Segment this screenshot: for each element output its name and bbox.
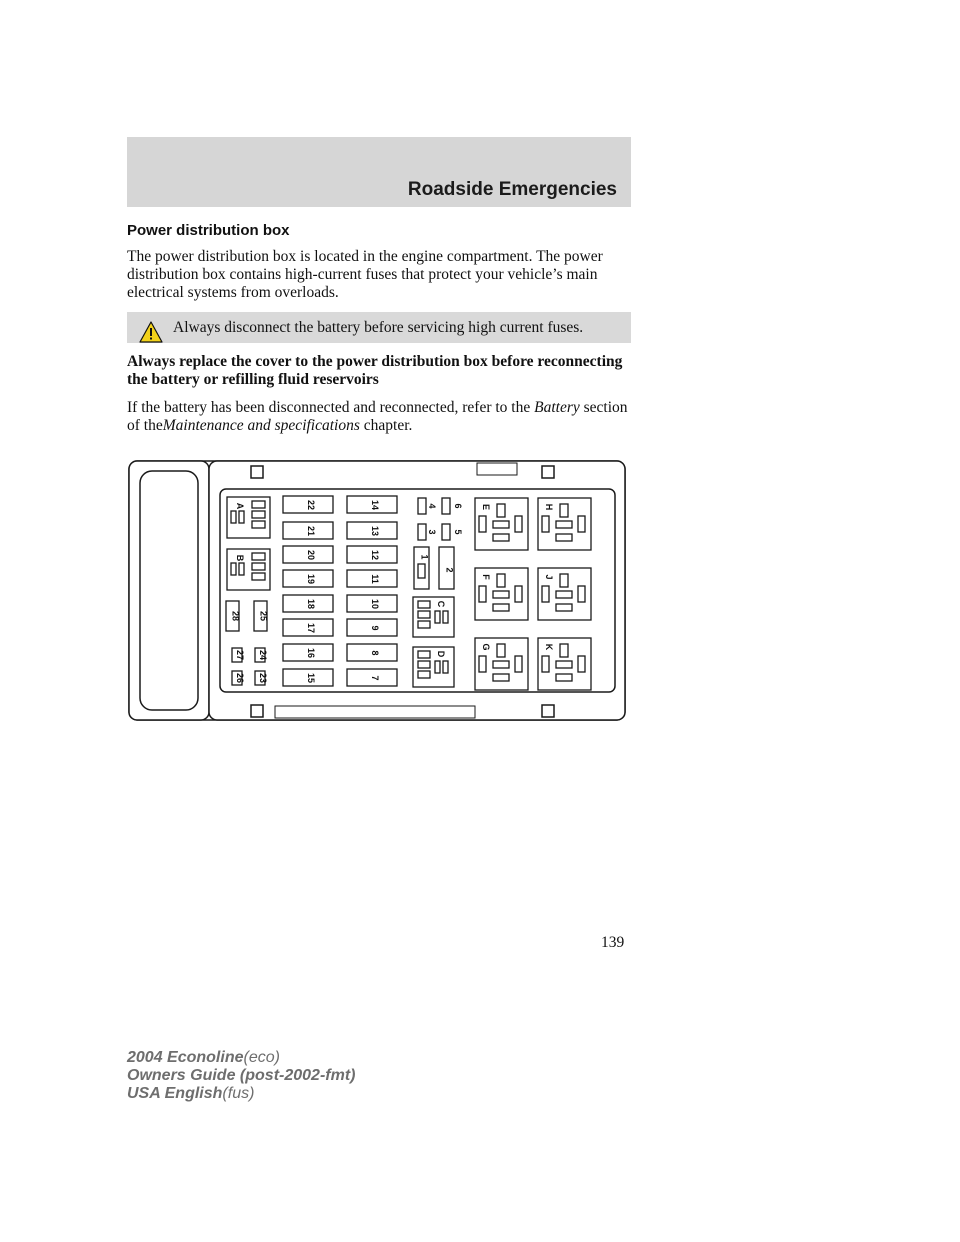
- relay-pin: [578, 516, 585, 532]
- fuse-label-5: 5: [453, 529, 463, 535]
- relay-pin: [252, 573, 265, 580]
- relay-pin: [497, 504, 505, 517]
- fuse-label-16: 16: [306, 647, 316, 659]
- fuse-label-25: 25: [258, 610, 269, 622]
- fuse-3: [418, 524, 426, 540]
- footer-guide: Owners Guide (post-2002-fmt): [127, 1067, 356, 1084]
- footer-model: 2004 Econoline: [127, 1049, 244, 1066]
- bold-note: Always replace the cover to the power distribution box before reconnecting the battery or refilling fluid reservoirs: [127, 353, 623, 388]
- battery-ref-middle: section of the: [127, 399, 628, 434]
- page-number: 139: [601, 934, 625, 951]
- fuse-label-2: 2: [444, 567, 455, 573]
- relay-pin: [479, 656, 486, 672]
- fuse-label-15: 15: [306, 672, 316, 684]
- relay-pin: [497, 644, 505, 657]
- relay-pin: [556, 674, 572, 681]
- power-distribution-box-diagram: [127, 458, 633, 726]
- relay-pin: [435, 661, 440, 673]
- battery-reference: [127, 399, 631, 435]
- section-title: Power distribution box: [127, 222, 290, 239]
- fuse-label-20: 20: [306, 549, 316, 561]
- relay-label-e: E: [481, 503, 491, 511]
- relay-pin: [542, 516, 549, 532]
- relay-pin: [542, 586, 549, 602]
- fuse-label-17: 17: [306, 622, 316, 634]
- relay-pin: [493, 661, 509, 668]
- battery-ref-before: If the battery has been disconnected and reconnected, refer to the: [127, 399, 531, 416]
- relay-pin: [252, 521, 265, 528]
- relay-label-h: H: [544, 503, 554, 511]
- relay-pin: [515, 516, 522, 532]
- relay-pin: [239, 563, 244, 575]
- fuse-label-1: 1: [419, 554, 430, 560]
- relay-pin: [493, 604, 509, 611]
- relay-pin: [418, 621, 430, 628]
- fuse-label-12: 12: [370, 549, 380, 561]
- fuse-4: [418, 498, 426, 514]
- relay-pin: [556, 521, 572, 528]
- fuse-label-8: 8: [370, 650, 380, 656]
- relay-pin: [252, 563, 265, 570]
- fuse-label-28: 28: [230, 610, 241, 622]
- relay-pin: [231, 563, 236, 575]
- relay-pin: [443, 661, 448, 673]
- relay-pin: [479, 516, 486, 532]
- footer-model-code: (eco): [243, 1049, 280, 1066]
- relay-pin: [560, 644, 568, 657]
- chapter-title: Roadside Emergencies: [407, 179, 617, 200]
- fuse-label-10: 10: [370, 598, 380, 610]
- relay-pin: [418, 661, 430, 668]
- relay-pin: [542, 656, 549, 672]
- relay-label-c: C: [436, 600, 446, 608]
- fuse-label-9: 9: [370, 625, 380, 631]
- intro-paragraph: The power distribution box is located in the engine compartment. The power distribution box contains high-current fuses that protect your vehicle’s main electrical systems from overloads.: [127, 248, 603, 301]
- relay-pin: [493, 674, 509, 681]
- relay-pin: [435, 611, 440, 623]
- relay-pin: [556, 661, 572, 668]
- fuse-1-blade: [418, 564, 425, 578]
- relay-label-j: J: [544, 574, 554, 580]
- fuse-label-7: 7: [370, 675, 380, 681]
- fuse-label-26: 26: [235, 672, 245, 684]
- header-band: [127, 137, 631, 207]
- footer-line-2: [127, 1067, 355, 1085]
- fuse-label-11: 11: [370, 574, 380, 584]
- footer: [127, 1049, 355, 1103]
- relay-pin: [252, 511, 265, 518]
- relay-pin: [493, 591, 509, 598]
- warning-text: Always disconnect the battery before servicing high current fuses.: [173, 319, 584, 336]
- relay-pin: [493, 534, 509, 541]
- page-content: [127, 222, 631, 445]
- relay-pin: [252, 553, 265, 560]
- relay-pin: [556, 604, 572, 611]
- fuse-label-18: 18: [306, 598, 316, 610]
- relay-pin: [418, 671, 430, 678]
- fuse-label-23: 23: [258, 672, 268, 684]
- fuse-6: [442, 498, 450, 514]
- battery-ref-link: Battery: [534, 399, 580, 416]
- battery-ref-after: chapter.: [363, 417, 413, 434]
- relay-pin: [560, 574, 568, 587]
- footer-line-1: [127, 1049, 355, 1067]
- fuse-label-22: 22: [306, 499, 316, 511]
- relay-pin: [556, 591, 572, 598]
- warning-icon: [139, 321, 163, 343]
- relay-label-k: K: [544, 643, 554, 651]
- side-compartment-inner: [140, 471, 198, 710]
- relay-label-f: F: [481, 574, 491, 580]
- relay-pin: [418, 651, 430, 658]
- maintenance-ref-link: Maintenance and specifications: [162, 417, 360, 434]
- relay-pin: [493, 521, 509, 528]
- fuse-label-4: 4: [427, 503, 437, 509]
- footer-language-code: (fus): [222, 1085, 255, 1102]
- relay-pin: [578, 586, 585, 602]
- relay-pin: [578, 656, 585, 672]
- relay-label-g: G: [481, 643, 491, 651]
- fuse-label-3: 3: [427, 529, 437, 535]
- warning-box: [127, 312, 631, 343]
- fuse-label-27: 27: [235, 649, 245, 661]
- relay-pin: [560, 504, 568, 517]
- fuse-label-21: 21: [306, 525, 316, 537]
- relay-pin: [515, 656, 522, 672]
- footer-language: USA English: [127, 1085, 223, 1102]
- fuse-label-14: 14: [370, 499, 380, 511]
- relay-label-d: D: [436, 650, 446, 658]
- relay-label-b: B: [235, 554, 245, 562]
- footer-line-3: [127, 1085, 355, 1103]
- relay-label-a: A: [235, 502, 245, 510]
- relay-pin: [515, 586, 522, 602]
- relay-pin: [231, 511, 236, 523]
- relay-pin: [443, 611, 448, 623]
- relay-pin: [252, 501, 265, 508]
- fuse-label-6: 6: [453, 503, 463, 509]
- fuse-label-24: 24: [258, 649, 268, 661]
- relay-pin: [497, 574, 505, 587]
- relay-pin: [556, 534, 572, 541]
- relay-pin: [239, 511, 244, 523]
- relay-pin: [418, 601, 430, 608]
- relay-pin: [479, 586, 486, 602]
- relay-pin: [418, 611, 430, 618]
- fuse-5: [442, 524, 450, 540]
- fuse-label-13: 13: [370, 525, 380, 537]
- fuse-label-19: 19: [306, 573, 316, 585]
